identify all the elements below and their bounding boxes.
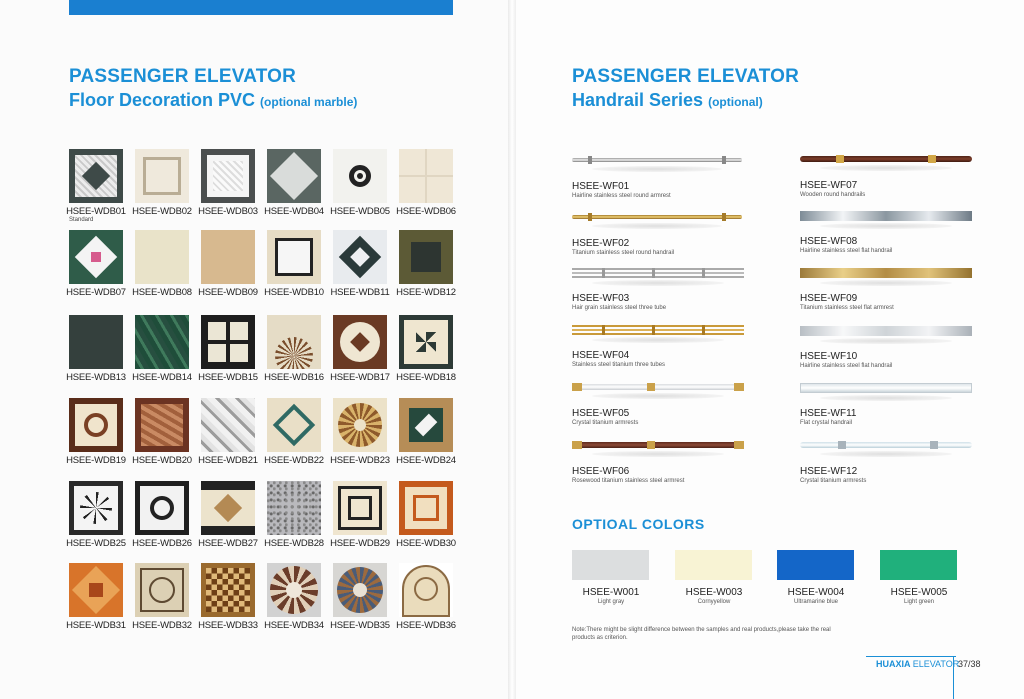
handrail-code: HSEE-WF07 [800, 180, 858, 191]
tile-code: HSEE-WDB03 [198, 206, 258, 217]
handrail-sample [800, 326, 972, 336]
color-swatch [675, 550, 752, 580]
handrail-code: HSEE-WF04 [572, 350, 630, 361]
tile-code: HSEE-WDB16 [264, 372, 324, 383]
floor-tile [135, 563, 189, 617]
tile-code: HSEE-WDB28 [264, 538, 324, 549]
handrail-sample [800, 383, 972, 393]
handrail-sample [800, 268, 972, 278]
handrail-shadow [820, 451, 952, 457]
handrail-sample [800, 441, 972, 449]
handrail-sample [572, 213, 742, 221]
handrail-code: HSEE-WF12 [800, 466, 858, 477]
floor-tile [201, 315, 255, 369]
floor-tile [69, 149, 123, 203]
floor-tile [399, 149, 453, 203]
page-footer [866, 656, 1024, 671]
color-swatch [777, 550, 854, 580]
handrail-code: HSEE-WF09 [800, 293, 858, 304]
handrail-shadow [592, 166, 722, 172]
tile-code: HSEE-WDB32 [132, 620, 192, 631]
page-spine [508, 0, 516, 699]
handrail-sample [572, 383, 744, 391]
floor-tile [333, 149, 387, 203]
tile-code: HSEE-WDB02 [132, 206, 192, 217]
tile-code: HSEE-WDB05 [330, 206, 390, 217]
floor-tile [135, 398, 189, 452]
handrail-code: HSEE-WF06 [572, 466, 630, 477]
handrail-description: Flat crystal handrail [800, 420, 853, 426]
footer-brand-suffix: ELEVATOR [912, 659, 960, 669]
handrail-shadow [592, 451, 724, 457]
floor-tile [201, 398, 255, 452]
color-swatch [880, 550, 957, 580]
tile-code: HSEE-WDB01 [66, 206, 126, 217]
handrail-description: Titanium stainless steel flat armrest [800, 305, 894, 311]
tile-code: HSEE-WDB17 [330, 372, 390, 383]
handrail-description: Crystal titanium armrests [800, 478, 867, 484]
floor-tile [399, 230, 453, 284]
floor-tile [267, 315, 321, 369]
handrail-code: HSEE-WF05 [572, 408, 630, 419]
tile-code: HSEE-WDB19 [66, 455, 126, 466]
tile-code: HSEE-WDB33 [198, 620, 258, 631]
tile-code: HSEE-WDB30 [396, 538, 456, 549]
floor-tile [333, 315, 387, 369]
tile-code: HSEE-WDB23 [330, 455, 390, 466]
right-subtitle-row [572, 90, 763, 111]
tile-code: HSEE-WDB20 [132, 455, 192, 466]
floor-tile [267, 398, 321, 452]
tile-code: HSEE-WDB34 [264, 620, 324, 631]
floor-tile [267, 481, 321, 535]
handrail-description: Hairline stainless steel flat handrail [800, 363, 893, 369]
tile-code: HSEE-WDB08 [132, 287, 192, 298]
floor-tile [201, 230, 255, 284]
handrail-shadow [592, 393, 724, 399]
handrail-code: HSEE-WF01 [572, 181, 630, 192]
floor-tile [201, 563, 255, 617]
handrail-description: Crystal titanium armrests [572, 420, 639, 426]
left-subtitle: Floor Decoration PVC [69, 90, 256, 110]
color-name: Ultramarine blue [793, 599, 839, 605]
handrail-code: HSEE-WF10 [800, 351, 858, 362]
tile-code: HSEE-WDB12 [396, 287, 456, 298]
handrail-description: Titanium stainless steel round handrail [572, 250, 675, 256]
handrail-code: HSEE-WF03 [572, 293, 630, 304]
tile-code: HSEE-WDB21 [198, 455, 258, 466]
handrail-sample [572, 268, 744, 278]
tile-code: HSEE-WDB15 [198, 372, 258, 383]
tile-code: HSEE-WDB26 [132, 538, 192, 549]
floor-tile [333, 481, 387, 535]
tile-code: HSEE-WDB36 [396, 620, 456, 631]
tile-code: HSEE-WDB25 [66, 538, 126, 549]
handrail-shadow [592, 337, 724, 343]
floor-tile [69, 563, 123, 617]
floor-tile [135, 230, 189, 284]
handrail-sample [572, 325, 744, 335]
tile-code: HSEE-WDB22 [264, 455, 324, 466]
floor-tile [201, 149, 255, 203]
top-color-bar [69, 0, 453, 15]
floor-tile [69, 230, 123, 284]
tile-code: HSEE-WDB04 [264, 206, 324, 217]
floor-tile [135, 481, 189, 535]
color-name: Cornyyellow [697, 599, 731, 605]
handrail-description: Hair grain stainless steel three tube [572, 305, 667, 311]
floor-tile [267, 230, 321, 284]
color-swatch [572, 550, 649, 580]
right-subtitle-note: (optional) [708, 95, 763, 109]
tile-code: HSEE-WDB35 [330, 620, 390, 631]
tile-code: HSEE-WDB09 [198, 287, 258, 298]
handrail-shadow [820, 223, 952, 229]
page-number: 37/38 [958, 659, 981, 669]
floor-tile [69, 481, 123, 535]
tile-code: HSEE-WDB06 [396, 206, 456, 217]
floor-tile [399, 398, 453, 452]
floor-tile [69, 398, 123, 452]
floor-tile [267, 563, 321, 617]
handrail-code: HSEE-WF08 [800, 236, 858, 247]
floor-tile [399, 563, 453, 617]
color-code: HSEE-W004 [787, 587, 845, 598]
handrail-sample [800, 211, 972, 221]
left-title: PASSENGER ELEVATOR [69, 66, 297, 87]
color-name: Light green [903, 599, 935, 605]
handrail-code: HSEE-WF02 [572, 238, 630, 249]
floor-tile [135, 149, 189, 203]
handrail-shadow [820, 338, 952, 344]
tile-code: HSEE-WDB13 [66, 372, 126, 383]
tile-code: HSEE-WDB29 [330, 538, 390, 549]
color-code: HSEE-W003 [685, 587, 743, 598]
tile-code: HSEE-WDB14 [132, 372, 192, 383]
floor-tile [267, 149, 321, 203]
handrail-shadow [592, 223, 722, 229]
floor-tile [333, 230, 387, 284]
color-code: HSEE-W005 [890, 587, 948, 598]
floor-tile [135, 315, 189, 369]
handrail-code: HSEE-WF11 [800, 408, 857, 419]
tile-code: HSEE-WDB27 [198, 538, 258, 549]
handrail-description: Hairline stainless steel round armrest [572, 193, 671, 199]
handrail-description: Hairline stainless steel flat handrail [800, 248, 893, 254]
floor-tile [399, 481, 453, 535]
floor-tile [333, 398, 387, 452]
color-code: HSEE-W001 [582, 587, 640, 598]
tile-code: HSEE-WDB18 [396, 372, 456, 383]
handrail-description: Rosewood titanium stainless steel armrest [572, 478, 685, 484]
tile-code: HSEE-WDB24 [396, 455, 456, 466]
footer-brand [876, 659, 959, 669]
handrail-shadow [820, 165, 952, 171]
handrail-description: Stainless steel titanium three tubes [572, 362, 666, 368]
left-subtitle-row [69, 90, 357, 111]
right-title: PASSENGER ELEVATOR [572, 66, 800, 87]
tile-code: HSEE-WDB10 [264, 287, 324, 298]
tile-note: Standard [69, 217, 94, 223]
handrail-shadow [820, 395, 952, 401]
handrail-sample [572, 441, 744, 449]
handrail-shadow [820, 280, 952, 286]
handrail-shadow [592, 280, 724, 286]
tile-code: HSEE-WDB07 [66, 287, 126, 298]
handrail-sample [572, 156, 742, 164]
disclaimer-note: Note:There might be slight difference between the samples and real products,please take the real products as criterion. [572, 627, 831, 641]
left-subtitle-note: (optional marble) [260, 95, 358, 109]
handrail-sample [800, 155, 972, 163]
colors-title: OPTIOAL COLORS [572, 516, 705, 532]
tile-code: HSEE-WDB31 [66, 620, 126, 631]
floor-tile [201, 481, 255, 535]
floor-tile [399, 315, 453, 369]
floor-tile [69, 315, 123, 369]
right-subtitle: Handrail Series [572, 90, 704, 110]
floor-tile [333, 563, 387, 617]
handrail-description: Wooden round handrails [800, 192, 866, 198]
color-name: Light gray [597, 599, 625, 605]
tile-code: HSEE-WDB11 [330, 287, 390, 298]
footer-brand-name: HUAXIA [876, 659, 911, 669]
